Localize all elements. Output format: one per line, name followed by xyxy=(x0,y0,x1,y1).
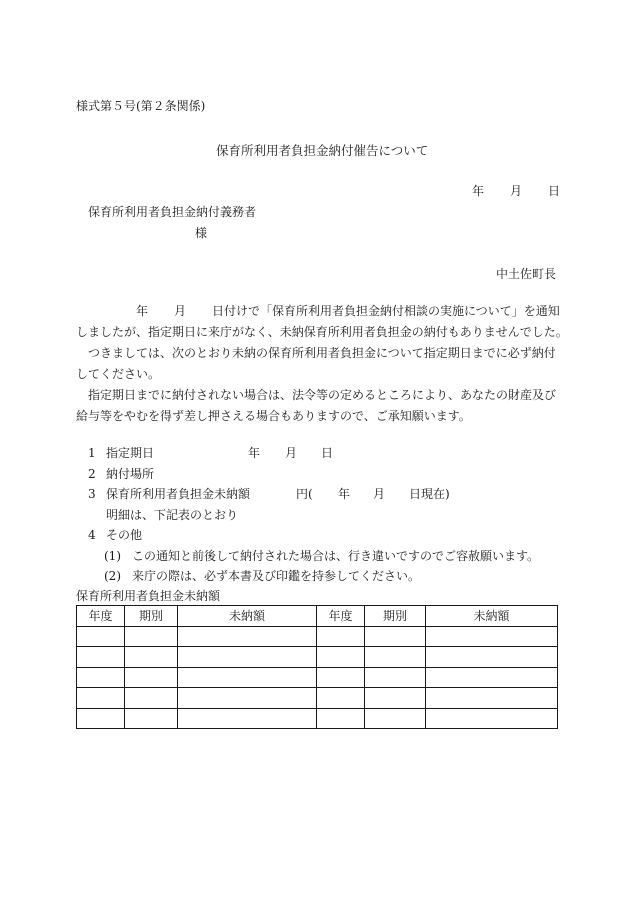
sub-item-text: 来庁の際は、必ず本書及び印鑑を持参してください。 xyxy=(132,569,421,583)
issue-date-month: 月 xyxy=(510,184,523,198)
column-header: 未納額 xyxy=(178,606,317,627)
table-cell xyxy=(365,647,426,668)
table-cell xyxy=(365,667,426,688)
table-row xyxy=(77,688,558,709)
table-row xyxy=(77,667,558,688)
table-cell xyxy=(77,667,125,688)
table-cell xyxy=(426,708,558,729)
paragraph-2 xyxy=(76,343,558,385)
p2-line-1: つきましては、次のとおり未納の保育所利用者負担金について指定期日までに必ず納付 xyxy=(88,346,556,360)
table-row xyxy=(77,626,558,647)
item-number: 4 xyxy=(88,528,96,542)
table-cell xyxy=(317,708,365,729)
due-date-year: 年 xyxy=(248,446,261,460)
table-cell xyxy=(125,667,178,688)
arrears-as-of-day: 日現在) xyxy=(409,487,450,501)
sub-item-text: この通知と前後して納付された場合は、行き違いですのでご容赦願います。 xyxy=(132,548,540,563)
form-number: 様式第５号(第２条関係) xyxy=(76,99,206,113)
table-cell xyxy=(125,647,178,668)
column-header: 期別 xyxy=(125,606,178,627)
table-cell xyxy=(426,626,558,647)
due-date-month: 月 xyxy=(285,446,298,460)
table-cell xyxy=(426,647,558,668)
due-date-day: 日 xyxy=(321,446,334,460)
table-cell xyxy=(77,647,125,668)
table-cell xyxy=(178,647,317,668)
p1-month: 月 xyxy=(174,304,187,318)
table-cell xyxy=(317,688,365,709)
arrears-yen: 円( xyxy=(296,487,313,501)
column-header: 年度 xyxy=(77,606,125,627)
issue-date-day: 日 xyxy=(548,184,561,198)
table-cell xyxy=(125,708,178,729)
p1-line-2: しましたが、指定期日に来庁がなく、未納保育所利用者負担金の納付もありませんでした。 xyxy=(76,325,568,339)
table-cell xyxy=(365,688,426,709)
table-cell xyxy=(125,626,178,647)
p3-line-1: 指定期日までに納付されない場合は、法令等の定めるところにより、あなたの財産及び xyxy=(88,388,557,402)
table-row xyxy=(77,647,558,668)
table-cell xyxy=(365,626,426,647)
table-header-row xyxy=(77,606,558,627)
item-label: 保育所利用者負担金未納額 xyxy=(106,487,251,501)
page-title: 保育所利用者負担金納付催告について xyxy=(216,143,429,158)
table-cell xyxy=(365,708,426,729)
sub-item-number: (1) xyxy=(104,548,121,563)
issue-date-year: 年 xyxy=(472,184,485,198)
table-row xyxy=(77,708,558,729)
table-cell xyxy=(77,708,125,729)
arrears-detail-note: 明細は、下記表のとおり xyxy=(106,507,239,522)
sender: 中土佐町長 xyxy=(496,267,557,281)
table-cell xyxy=(125,688,178,709)
paragraph-1 xyxy=(76,301,568,343)
table-cell xyxy=(77,626,125,647)
item-label: 指定期日 xyxy=(106,446,155,460)
p2-line-2: してください。 xyxy=(76,367,161,381)
column-header: 未納額 xyxy=(426,606,558,627)
table-cell xyxy=(178,667,317,688)
item-number: 1 xyxy=(88,446,96,460)
p1-year: 年 xyxy=(136,304,149,318)
paragraph-3 xyxy=(76,385,558,427)
issue-date xyxy=(472,183,560,199)
arrears-as-of-year: 年 xyxy=(338,487,351,501)
arrears-as-of-month: 月 xyxy=(373,487,386,501)
item-number: 3 xyxy=(88,487,96,501)
table-cell xyxy=(178,626,317,647)
item-label: 納付場所 xyxy=(106,466,155,481)
table-cell xyxy=(426,667,558,688)
table-cell xyxy=(317,647,365,668)
table-cell xyxy=(77,688,125,709)
addressee: 保育所利用者負担金納付義務者 xyxy=(88,205,257,219)
sub-item-number: (2) xyxy=(104,569,121,583)
item-number: 2 xyxy=(88,466,96,481)
p3-line-2: 給与等をやむを得ず差し押さえる場合もありますので、ご承知願います。 xyxy=(76,409,471,423)
table-cell xyxy=(317,626,365,647)
table-cell xyxy=(178,688,317,709)
arrears-table xyxy=(76,605,558,729)
column-header: 期別 xyxy=(365,606,426,627)
honorific: 様 xyxy=(195,226,208,240)
column-header: 年度 xyxy=(317,606,365,627)
table-cell xyxy=(317,667,365,688)
p1-text: 日付けで「保育所利用者負担金納付相談の実施について」を通知 xyxy=(212,304,560,318)
table-cell xyxy=(426,688,558,709)
table-caption: 保育所利用者負担金未納額 xyxy=(76,589,221,603)
table-cell xyxy=(178,708,317,729)
item-label: その他 xyxy=(106,528,143,542)
